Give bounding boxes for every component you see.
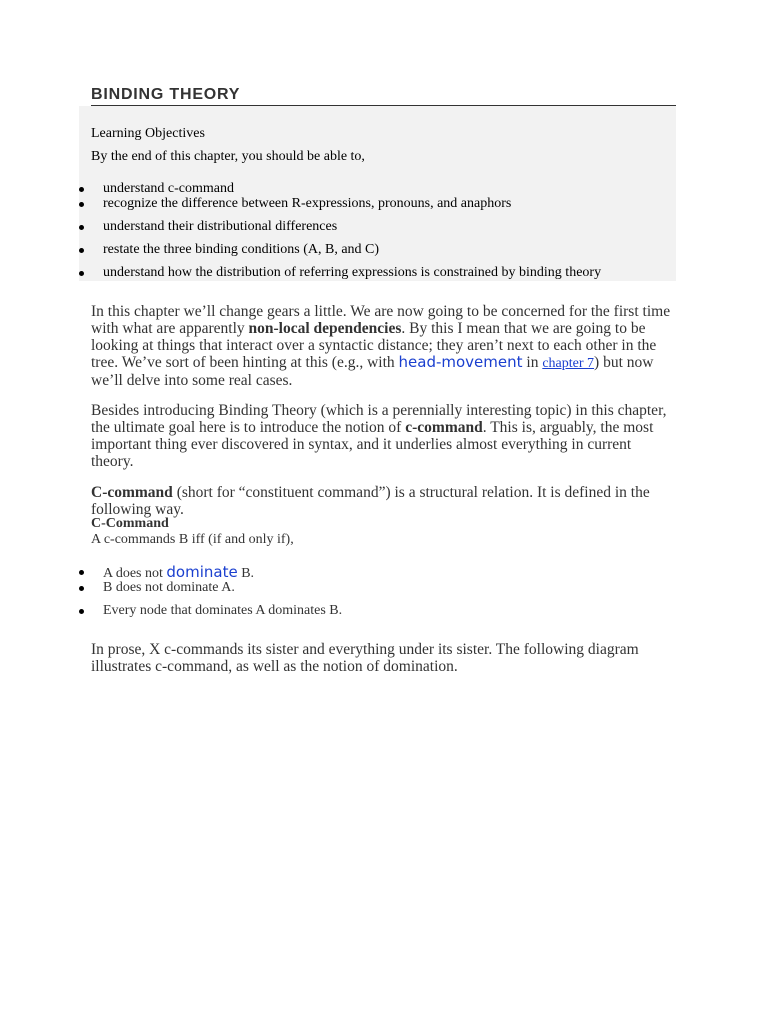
paragraph-text: . By this I mean that we are going to be looking at things that interact over a syntactic distance; they aren’t next to each other in the tree. We’ve sort of been hinting at this (e.g., with bbox=[91, 320, 657, 371]
definition-heading: C-Command bbox=[91, 516, 169, 531]
definition-text: A does not bbox=[103, 566, 167, 581]
head-movement-link[interactable]: head-movement bbox=[398, 353, 523, 371]
bullet-icon bbox=[79, 271, 84, 276]
bullet-icon bbox=[79, 586, 84, 591]
objective-item: recognize the difference between R-expressions, pronouns, and anaphors bbox=[103, 196, 512, 211]
paragraph-text: In this chapter we’ll change gears a little. We are now going to be concerned for the first time with what are apparently bbox=[91, 303, 671, 337]
definition-item: B does not dominate A. bbox=[103, 580, 235, 595]
paragraph-text: Besides introducing Binding Theory (which is a perennially interesting topic) in this chapter, the ultimate goal here is to introduce the notion of bbox=[91, 402, 667, 436]
paragraph-text: in bbox=[522, 354, 543, 371]
objective-item: understand how the distribution of referring expressions is constrained by binding theory bbox=[103, 265, 602, 280]
chapter-title: BINDING THEORY bbox=[91, 86, 676, 106]
objective-item: understand their distributional differences bbox=[103, 219, 338, 234]
paragraph-text: ) but now we’ll delve into some real cases. bbox=[91, 354, 654, 389]
objective-item: restate the three binding conditions (A, B, and C) bbox=[103, 242, 380, 257]
dominate-link[interactable]: dominate bbox=[166, 563, 238, 581]
definition-item: Every node that dominates A dominates B. bbox=[103, 603, 343, 618]
definition-text: B. bbox=[237, 566, 255, 581]
bullet-icon bbox=[79, 187, 84, 192]
paragraph-text: (short for “constituent command”) is a structural relation. It is defined in the following way. bbox=[91, 484, 650, 518]
paragraph-text: . This is, arguably, the most important thing ever discovered in syntax, and it underlies almost everything in current theory. bbox=[91, 419, 654, 470]
bullet-icon bbox=[79, 225, 84, 230]
bold-term: c-command bbox=[405, 419, 483, 436]
bullet-icon bbox=[79, 609, 84, 614]
objective-item: understand c-command bbox=[103, 181, 235, 196]
bullet-icon bbox=[79, 202, 84, 207]
learning-objectives-intro: By the end of this chapter, you should be able to, bbox=[91, 149, 365, 164]
paragraph-intro bbox=[91, 303, 677, 389]
definition-intro: A c-commands B iff (if and only if), bbox=[91, 532, 294, 547]
bold-term: C-command bbox=[91, 484, 173, 501]
paragraph-prose: In prose, X c-commands its sister and everything under its sister. The following diagram illustrates c-command, as well as the notion of domination. bbox=[91, 641, 639, 675]
bullet-icon bbox=[79, 248, 84, 253]
chapter-7-link[interactable]: chapter 7 bbox=[542, 356, 595, 371]
learning-objectives-heading: Learning Objectives bbox=[91, 126, 205, 141]
paragraph-c-command bbox=[91, 484, 677, 518]
bullet-icon bbox=[79, 570, 84, 575]
paragraph-goal bbox=[91, 402, 677, 470]
bold-term: non-local dependencies bbox=[248, 320, 402, 337]
